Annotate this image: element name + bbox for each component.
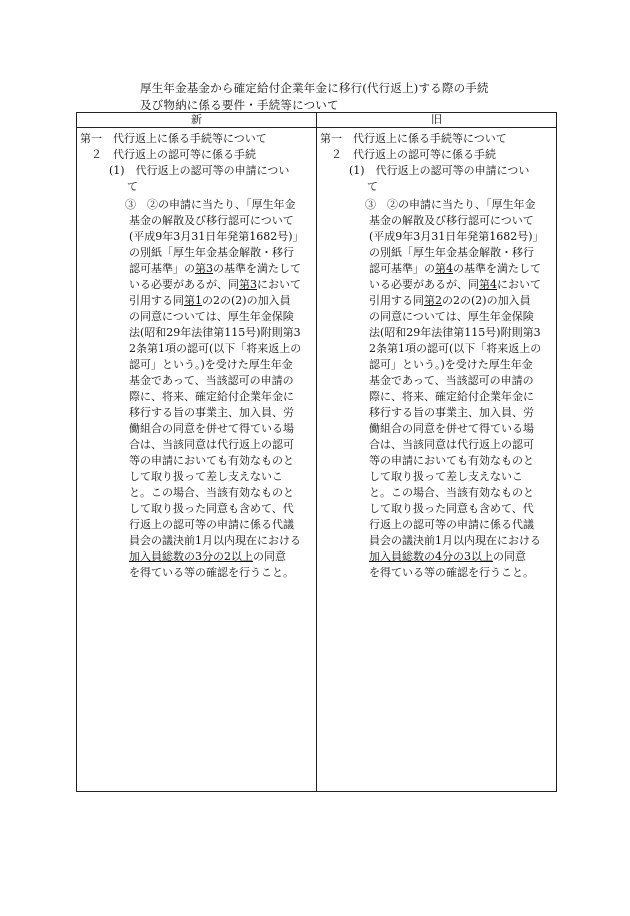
new-section-heading: ２ 代行返上の認可等に係る手続 (91, 148, 256, 161)
comparison-table (76, 112, 557, 792)
old-body-seg-1: 基金の解散及び移行認可について (平成9年3月31日年発第1682号)」 の別紙「厚生年金基金解散・移行 認可基準」の (369, 214, 544, 275)
new-item-1-line-2: て (127, 180, 138, 193)
old-underline-2: 第4 (479, 278, 497, 291)
column-new (77, 128, 317, 792)
old-body-seg-5: の同意 を得ている等の確認を行うこと。 (369, 550, 534, 579)
new-underline-3: 第1 (184, 294, 202, 307)
old-item-1-line-2: て (367, 180, 378, 193)
new-body-seg-5: の同意 を得ている等の確認を行うこと。 (129, 550, 294, 579)
new-body-seg-1: 基金の解散及び移行認可について (平成9年3月31日年発第1682号)」 の別紙「厚生年金基金解散・移行 認可基準」の (129, 214, 304, 275)
document-title (140, 80, 489, 114)
old-underline-3: 第2 (424, 294, 442, 307)
new-underline-4: 加入員総数の3分の2以上 (129, 550, 253, 563)
old-underline-1: 第4 (435, 262, 453, 275)
new-item-1-line-1: (1) 代行返上の認可等の申請につい (109, 164, 290, 177)
new-underline-1: 第3 (195, 262, 213, 275)
old-section-heading: ２ 代行返上の認可等に係る手続 (331, 148, 496, 161)
old-body-seg-4: の2の(2)の加入員 の同意については、厚生年金保険 法(昭和29年法律第115号)附則第3 2条第1項の認可(以下「将来返上の 認可」という。)を受けた厚生年金 基金であって、当該認可の申請の 際に、将来、確定給付企業年金に 移行する旨の事業主、加入員、労 働組合の同意を併せて得ている場 合は、当該同意は代行返上の認可 等の申請においても有効なものと して取り扱って差し支えないこ と。この場合、当該有効なものと して取り扱った同意も含めて、代 行返上の認可等の申請に係る代議 員会の議決前1月以内現在における (369, 294, 542, 547)
old-underline-4: 加入員総数の4分の3以上 (369, 550, 493, 563)
new-body-seg-2: の基準を満たして いる必要があるが、同 (129, 262, 301, 291)
new-body-seg-4: の2の(2)の加入員 の同意については、厚生年金保険 法(昭和29年法律第115号)附則第3 2条第1項の認可(以下「将来返上の 認可」という。)を受けた厚生年金 基金であって、当該認可の申請の 際に、将来、確定給付企業年金に 移行する旨の事業主、加入員、労 働組合の同意を併せて得ている場 合は、当該同意は代行返上の認可 等の申請においても有効なものと して取り扱って差し支えないこ と。この場合、当該有効なものと して取り扱った同意も含めて、代 行返上の認可等の申請に係る代議 員会の議決前1月以内現在における (129, 294, 302, 547)
old-item-1-line-1: (1) 代行返上の認可等の申請につい (349, 164, 530, 177)
new-underline-2: 第3 (239, 278, 257, 291)
new-item-3-first-line: ③ ②の申請に当たり、「厚生年金 (125, 198, 296, 211)
old-item-3-body (369, 213, 551, 581)
column-old (317, 128, 557, 792)
new-chapter-heading: 第一 代行返上に係る手続等について (80, 132, 267, 145)
old-item-3-first-line: ③ ②の申請に当たり、「厚生年金 (365, 198, 536, 211)
document-title-line-2: 及び物納に係る要件・手続等について (140, 98, 339, 112)
new-item-3-body (129, 213, 311, 581)
old-body-seg-3: において 引用する同 (369, 278, 541, 307)
old-body-seg-2: の基準を満たして いる必要があるが、同 (369, 262, 541, 291)
document-title-line-1: 厚生年金基金から確定給付企業年金に移行(代行返上)する際の手続 (140, 81, 489, 95)
header-old: 旧 (317, 113, 557, 128)
header-new: 新 (77, 113, 317, 128)
old-chapter-heading: 第一 代行返上に係る手続等について (320, 132, 507, 145)
new-body-seg-3: において 引用する同 (129, 278, 301, 307)
